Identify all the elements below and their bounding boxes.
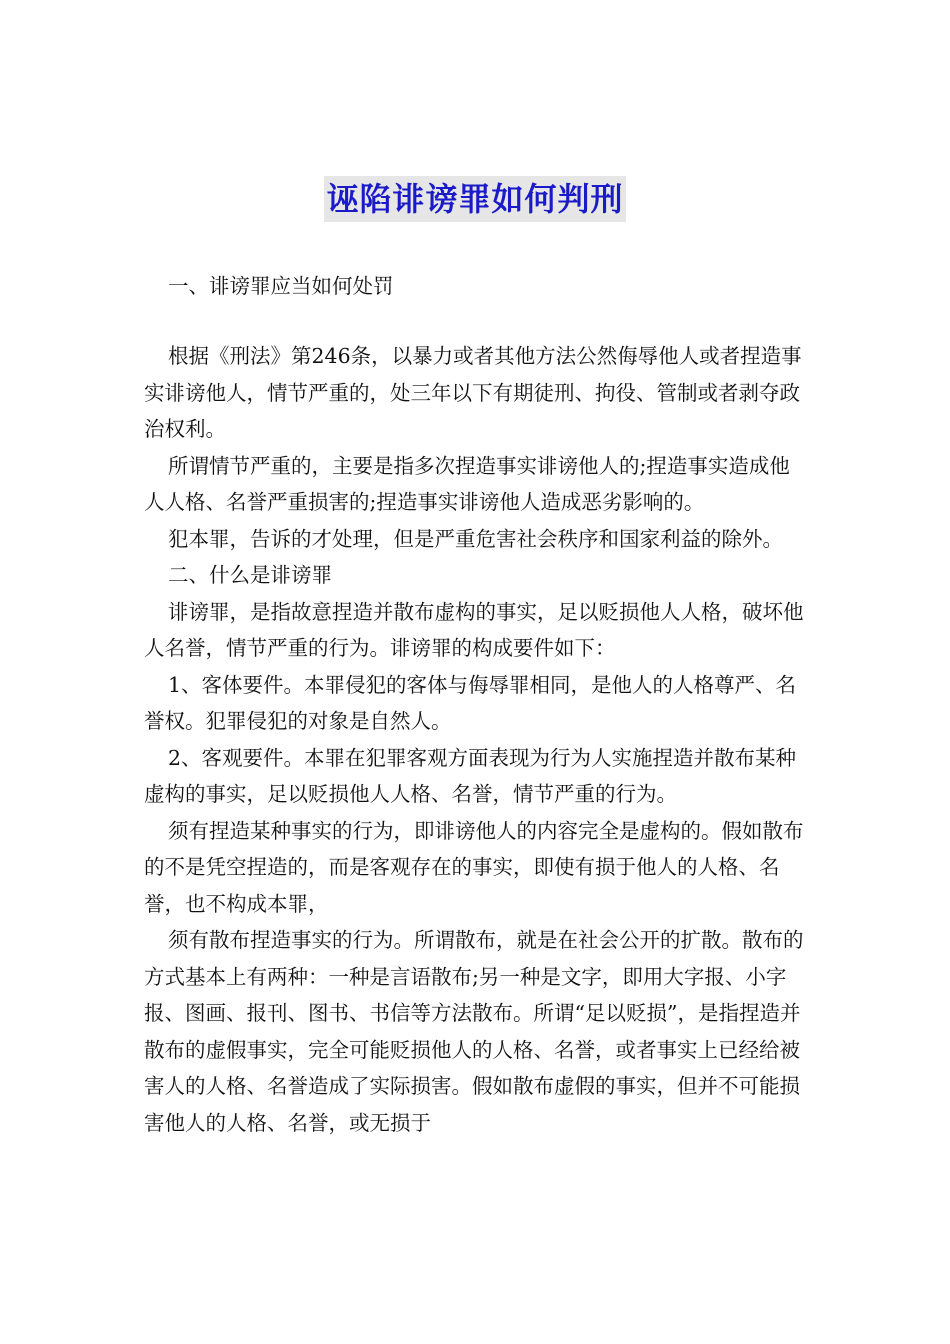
body-text bbox=[144, 338, 808, 1141]
paragraph-1: 根据《刑法》第246条，以暴力或者其他方法公然侮辱他人或者捏造事实诽谤他人，情节严重的，处三年以下有期徒刑、拘役、管制或者剥夺政治权利。 bbox=[144, 344, 802, 441]
section-heading-2: 二、什么是诽谤罪 bbox=[168, 563, 332, 587]
paragraph-5: 1、客体要件。本罪侵犯的客体与侮辱罪相同，是他人的人格尊严、名誉权。犯罪侵犯的对象是自然人。 bbox=[144, 672, 797, 733]
paragraph-8: 须有散布捏造事实的行为。所谓散布，就是在社会公开的扩散。散布的方式基本上有两种：一种是言语散布;另一种是文字，即用大字报、小字报、图画、报刊、图书、书信等方法散布。所谓“足以贬损”，是指捏造并散布的虚假事实，完全可能贬损他人的人格、名誉，或者事实上已经给被害人的人格、名誉造成了实际损害。假如散布虚假的事实，但并不可能损害他人的人格、名誉，或无损于 bbox=[144, 928, 804, 1135]
heading-block bbox=[144, 268, 808, 305]
document-title: 诬陷诽谤罪如何判刑 bbox=[324, 176, 625, 222]
paragraph-4: 诽谤罪，是指故意捏造并散布虚构的事实，足以贬损他人人格，破坏他人名誉，情节严重的行为。诽谤罪的构成要件如下： bbox=[144, 599, 804, 660]
section-heading-1: 一、诽谤罪应当如何处罚 bbox=[168, 274, 394, 298]
title-container bbox=[0, 176, 950, 222]
paragraph-3: 犯本罪，告诉的才处理，但是严重危害社会秩序和国家利益的除外。 bbox=[168, 526, 783, 551]
paragraph-2: 所谓情节严重的，主要是指多次捏造事实诽谤他人的;捏造事实造成他人人格、名誉严重损害的;捏造事实诽谤他人造成恶劣影响的。 bbox=[144, 453, 790, 514]
paragraph-6: 2、客观要件。本罪在犯罪客观方面表现为行为人实施捏造并散布某种虚构的事实，足以贬损他人人格、名誉，情节严重的行为。 bbox=[144, 745, 797, 806]
paragraph-7: 须有捏造某种事实的行为，即诽谤他人的内容完全是虚构的。假如散布的不是凭空捏造的，而是客观存在的事实，即使有损于他人的人格、名誉，也不构成本罪， bbox=[144, 818, 804, 916]
